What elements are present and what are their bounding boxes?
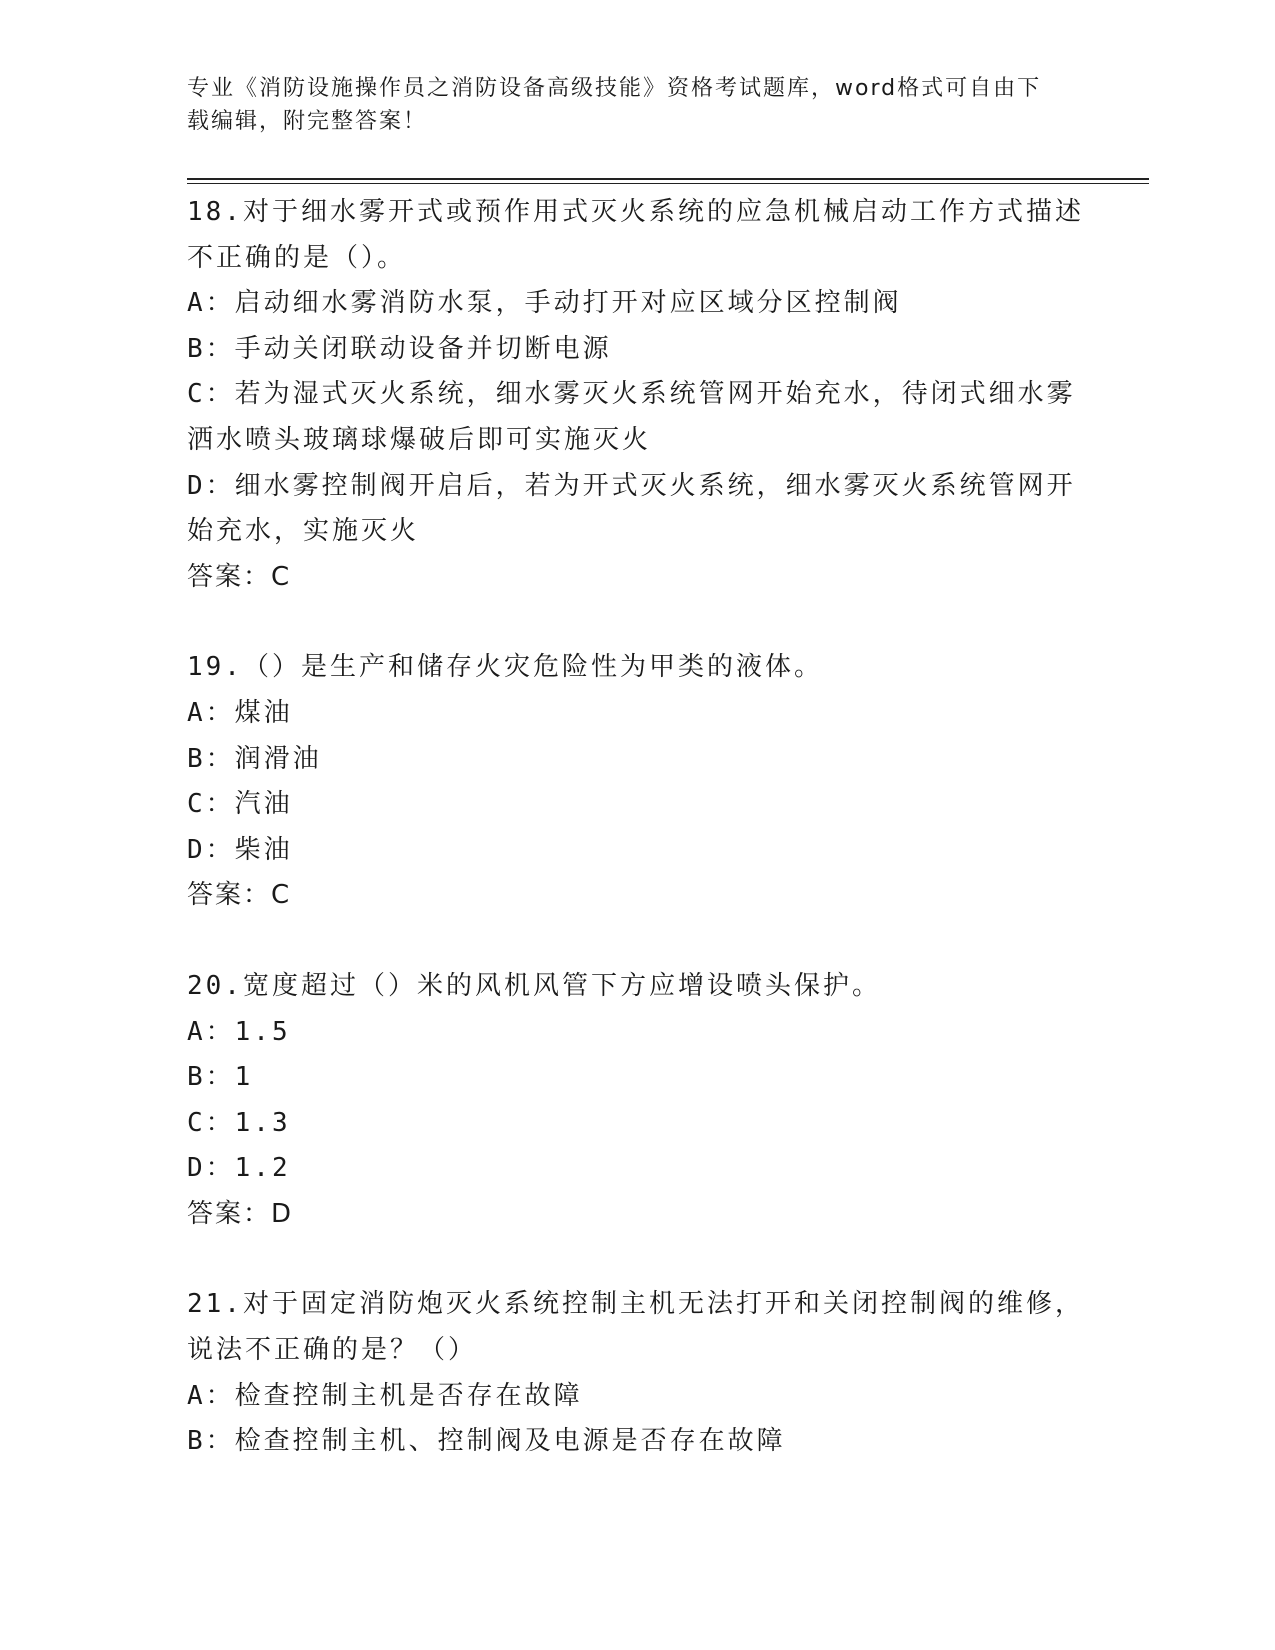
document-header (187, 72, 1087, 138)
answer: 答案：C (187, 561, 292, 592)
question-text-line: 不正确的是（）。 (187, 242, 407, 273)
option-d: D：柴油 (187, 834, 293, 865)
option-a: A：1.5 (187, 1016, 291, 1047)
question-text-line: 说法不正确的是？（） (187, 1335, 478, 1366)
header-line-1: 专业《消防设施操作员之消防设备高级技能》资格考试题库，word格式可自由下 (187, 76, 1042, 101)
option-d-cont: 始充水，实施灭火 (187, 516, 420, 547)
option-c: C：1.3 (187, 1107, 291, 1138)
option-c: C：若为湿式灭火系统，细水雾灭火系统管网开始充水，待闭式细水雾 (187, 379, 1076, 410)
option-b: B：润滑油 (187, 743, 322, 774)
question-20 (187, 964, 1087, 1238)
option-a: A：检查控制主机是否存在故障 (187, 1380, 583, 1411)
question-list (187, 190, 1087, 1510)
answer: 答案：C (187, 880, 292, 911)
question-21 (187, 1282, 1087, 1464)
option-d: D：细水雾控制阀开启后，若为开式灭火系统，细水雾灭火系统管网开 (187, 470, 1076, 501)
option-d: D：1.2 (187, 1153, 291, 1184)
answer: 答案：D (187, 1198, 294, 1229)
question-18 (187, 190, 1087, 600)
option-c: C：汽油 (187, 789, 293, 820)
question-text-line: 20.宽度超过（）米的风机风管下方应增设喷头保护。 (187, 970, 881, 1001)
option-a: A：煤油 (187, 697, 293, 728)
header-divider-thick (187, 178, 1149, 180)
option-a: A：启动细水雾消防水泵，手动打开对应区域分区控制阀 (187, 288, 902, 319)
question-text-line: 21.对于固定消防炮灭火系统控制主机无法打开和关闭控制阀的维修， (187, 1289, 1084, 1320)
option-b: B：1 (187, 1062, 254, 1093)
option-b: B：检查控制主机、控制阀及电源是否存在故障 (187, 1426, 786, 1457)
question-19 (187, 645, 1087, 919)
question-text-line: 18.对于细水雾开式或预作用式灭火系统的应急机械启动工作方式描述 (187, 197, 1084, 227)
question-text-line: 19.（）是生产和储存火灾危险性为甲类的液体。 (187, 652, 823, 683)
option-b: B：手动关闭联动设备并切断电源 (187, 333, 612, 364)
option-c-cont: 洒水喷头玻璃球爆破后即可实施灭火 (187, 424, 652, 455)
header-line-2: 载编辑，附完整答案！ (187, 109, 428, 134)
header-divider-thin (187, 183, 1149, 184)
